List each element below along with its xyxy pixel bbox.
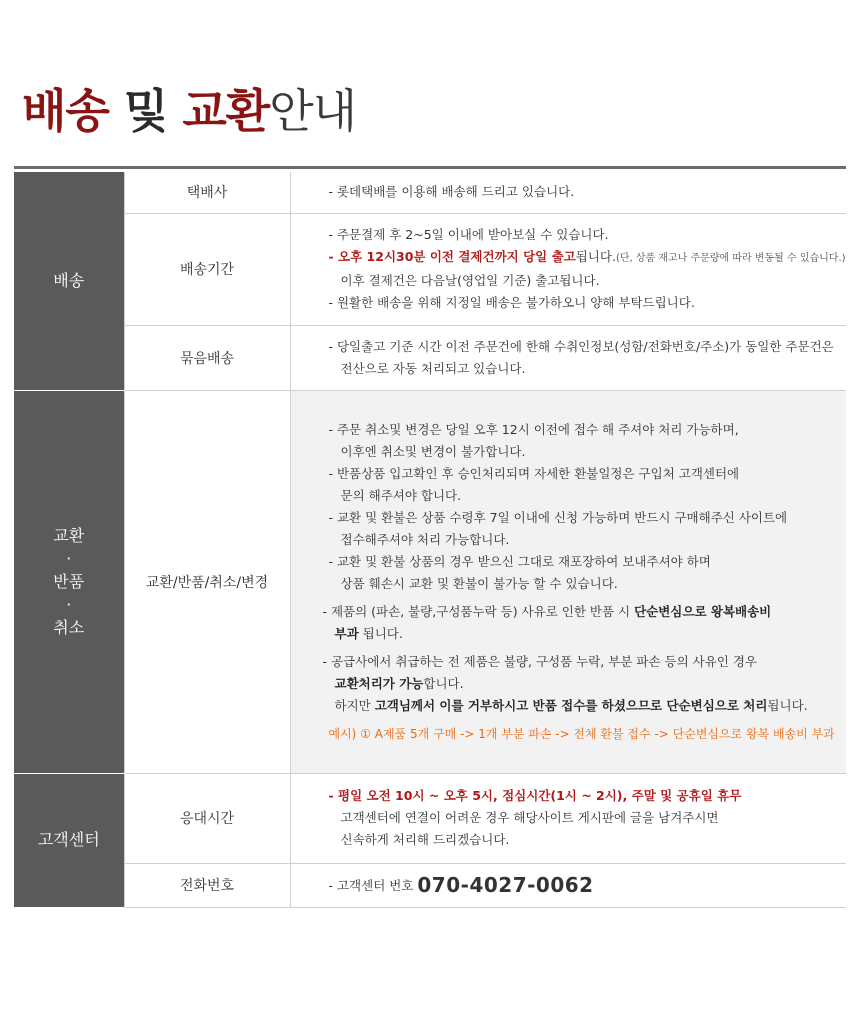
category-service: 고객센터 — [14, 773, 124, 907]
title-exchange: 교환 — [182, 84, 270, 138]
row-exchange — [14, 390, 846, 773]
label-bundle: 묶음배송 — [124, 325, 290, 390]
label-period: 배송기간 — [124, 213, 290, 325]
desc-phone: - 고객센터 번호 070-4027-0062 — [290, 863, 846, 907]
label-hours: 응대시간 — [124, 773, 290, 863]
row-courier — [14, 172, 846, 213]
row-period — [14, 213, 846, 325]
row-bundle — [14, 325, 846, 390]
row-hours — [14, 773, 846, 863]
desc-bundle: - 당일출고 기준 시간 이전 주문건에 한해 수취인정보(성함/전화번호/주소)가 동일한 주문건은 전산으로 자동 처리되고 있습니다. — [290, 325, 846, 390]
desc-courier: - 롯데택배를 이용해 배송해 드리고 있습니다. — [290, 172, 846, 213]
row-phone — [14, 863, 846, 907]
title-guide: 안내 — [269, 84, 357, 138]
label-phone: 전화번호 — [124, 863, 290, 907]
title-shipping: 배송 — [22, 84, 109, 138]
same-day-highlight: 오후 12시30분 이전 결제건까지 당일 출고 — [338, 249, 576, 264]
category-shipping: 배송 — [14, 172, 124, 390]
label-courier: 택배사 — [124, 172, 290, 213]
info-table — [14, 172, 846, 908]
desc-hours: - 평일 오전 10시 ~ 오후 5시, 점심시간(1시 ~ 2시), 주말 및 공휴일 휴무 고객센터에 연결이 어려운 경우 해당사이트 게시판에 글을 남겨주시면 신속하게 처리해 드리겠습니다. — [290, 773, 846, 863]
desc-exchange: - 주문 취소및 변경은 당일 오후 12시 이전에 접수 해 주셔야 처리 가능하며, 이후엔 취소및 변경이 불가합니다. - 반품상품 입고확인 후 승인처리되며 자세한 환불일정은 구입처 고객센터에 문의 해주셔야 합니다. - 교환 및 환불은 상품 수령후 7일 이내에 신청 가능하며 반드시 구매해주신 사이트에 접수해주셔야 처리 가능합니다. - 교환 및 환불 상품의 경우 받으신 그대로 재포장하여 보내주셔야 하며 상품 훼손시 교환 및 환불이 불가능 할 수 있습니다. - 제품의 (파손, 불량,구성품누락 등) 사유로 인한 반품 시 단순변심으로 왕복배송비 부과 됩니다. - 공급사에서 취급하는 전 제품은 불량, 구성품 누락, 부분 파손 등의 사유인 경우 교환처리가 가능합니다. 하지만 고객님께서 이를 거부하시고 반품 접수를 하셨으므로 단순변심으로 처리됩니다. 예시) ① A제품 5개 구매 -> 1개 부분 파손 -> 전체 환불 접수 -> 단순변심으로 왕복 배송비 부과 — [290, 390, 846, 773]
category-exchange: 교환 · 반품 · 취소 — [14, 390, 124, 773]
top-divider — [14, 166, 846, 169]
phone-number: 070-4027-0062 — [417, 872, 594, 897]
label-exchange: 교환/반품/취소/변경 — [124, 390, 290, 773]
example-note: 예시) ① A제품 5개 구매 -> 1개 부분 파손 -> 전체 환불 접수 -> 단순변심으로 왕복 배송비 부과 — [328, 726, 835, 741]
page-title — [22, 84, 357, 138]
title-and: 및 — [108, 84, 183, 138]
desc-period: - 주문결제 후 2~5일 이내에 받아보실 수 있습니다. - 오후 12시30분 이전 결제건까지 당일 출고됩니다.(단, 상품 재고나 주문량에 따라 변동될 수 있습니다.) 이후 결제건은 다음날(영업일 기준) 출고됩니다. - 원활한 배송을 위해 지정일 배송은 불가하오니 양해 부탁드립니다. — [290, 213, 846, 325]
